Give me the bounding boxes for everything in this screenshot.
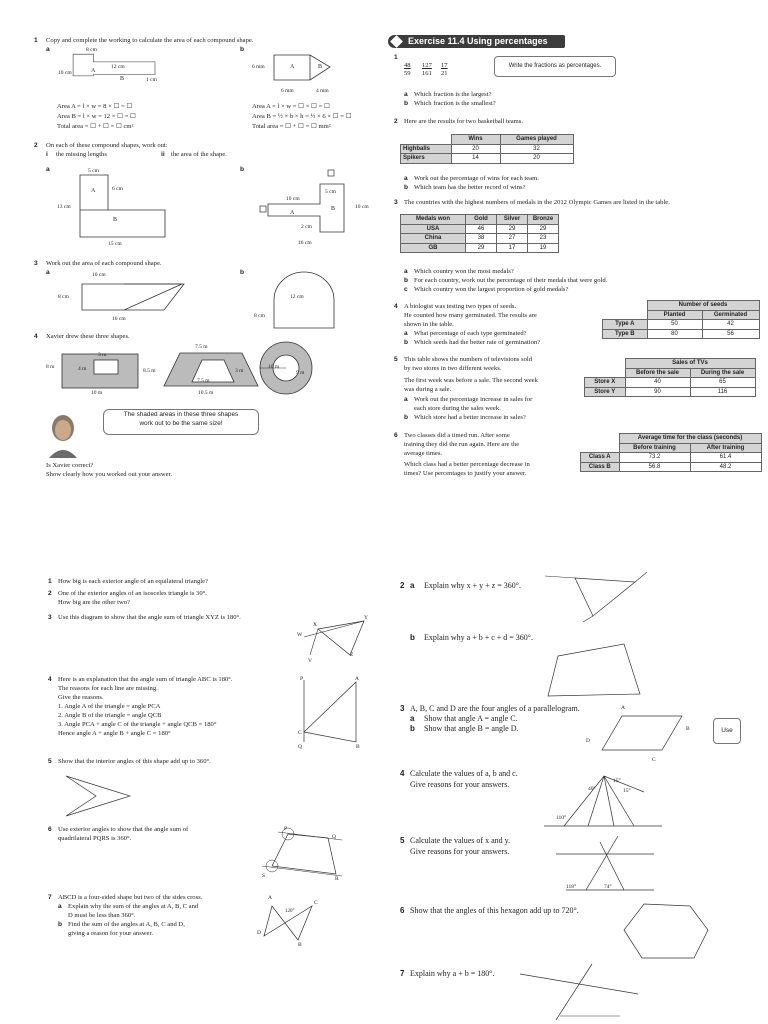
abcd-angles-diagram — [536, 642, 654, 700]
ar-q3a-text: Show that angle A = angle C. — [424, 714, 518, 723]
ar-q4-number: 4 — [400, 769, 405, 778]
seeds-cell: Type B — [603, 329, 648, 339]
ex-q3-text: The countries with the highest numbers of medals in the 2012 Olympic Games are listed in the table. — [404, 199, 670, 206]
q4-dim-r9: 9 m — [296, 370, 305, 376]
q2-i-label: i — [46, 151, 48, 158]
q4-dim-7-5b: 7.5 m — [197, 378, 210, 384]
tv-cell: 90 — [625, 387, 690, 397]
q2b-dim-5: 5 cm — [325, 189, 336, 195]
om-header: Gold — [466, 215, 497, 225]
q3-number: 3 — [34, 260, 38, 267]
use-box: Use — [713, 718, 741, 744]
bb-cell: 32 — [500, 144, 573, 154]
table-row — [401, 243, 559, 253]
q1-text: Copy and complete the working to calculate the area of each compound shape. — [46, 37, 254, 44]
q2b-dim-2: 2 cm — [301, 224, 312, 230]
frac1-den: 59 — [404, 70, 411, 77]
arrowhead-shape — [62, 772, 134, 818]
ex-q4b-label: b — [404, 339, 409, 346]
om-cell: 27 — [497, 234, 528, 244]
al-q1-number: 1 — [48, 578, 52, 585]
tv-title: Sales of TVs — [625, 359, 755, 369]
q1a-work-3: Total area = ☐ + ☐ = ☐ cm² — [57, 123, 134, 130]
seeds-header: Planted — [647, 310, 702, 320]
ex-q5b-text: Which store had a better increase in sales? — [414, 414, 526, 421]
al-q3-text: Use this diagram to show that the angle sum of triangle XYZ is 180°. — [58, 614, 241, 621]
q1-number: 1 — [34, 37, 38, 44]
al-q4-number: 4 — [48, 676, 52, 683]
table-row — [603, 329, 760, 339]
al-q3-number: 3 — [48, 614, 52, 621]
crossed-angle-120: 120° — [285, 909, 295, 914]
q3a-dim-10: 10 cm — [92, 272, 106, 278]
q4-dim-10: 10 m — [91, 390, 103, 396]
pqrs-label-p: P — [284, 826, 288, 832]
tv-cell: 116 — [690, 387, 755, 397]
q3b-label: b — [240, 269, 245, 276]
run-cell: 48.2 — [690, 462, 761, 472]
al-q4-line4: 1. Angle A of the triangle = angle PCA — [58, 703, 161, 710]
q3b-diagram — [270, 270, 340, 332]
table-row — [581, 453, 762, 463]
run-cell: 56.8 — [619, 462, 690, 472]
q4-dim-3b: 3 m — [235, 368, 244, 374]
crossed-label-a: A — [268, 895, 272, 901]
table-row — [401, 224, 559, 234]
ar-q3-text: A, B, C and D are the four angles of a parallelogram. — [410, 704, 580, 713]
bb-header-0 — [401, 135, 452, 145]
om-cell: 29 — [528, 224, 559, 234]
om-cell: 29 — [497, 224, 528, 234]
q1a-label: a — [46, 46, 50, 53]
table-row — [603, 320, 760, 330]
ar-q5-line2: Give reasons for your answers. — [410, 847, 510, 856]
ex-q6-line4: Which class had a better percentage decrease in — [404, 461, 530, 468]
bb-cell: Spikers — [401, 154, 452, 164]
ang-15b: 15° — [623, 788, 631, 794]
q2b-label: b — [240, 166, 245, 173]
ar-q4-line2: Give reasons for your answers. — [410, 780, 510, 789]
q1b-work-1: Area A = l × w = ☐ × ☐ = ☐ — [252, 103, 330, 110]
bb-cell: Highballs — [401, 144, 452, 154]
ex-q5-number: 5 — [394, 356, 398, 363]
parallelogram-diagram — [592, 710, 692, 760]
om-cell: 17 — [497, 243, 528, 253]
crossed-label-d: D — [257, 930, 261, 936]
q1b-label-a: A — [290, 64, 295, 70]
ar-q6-number: 6 — [400, 906, 405, 915]
table-row — [585, 378, 756, 388]
q1a-dim-right: 1 cm — [146, 77, 157, 83]
run-header: After training — [690, 443, 761, 453]
al-q7-number: 7 — [48, 894, 52, 901]
table-row — [401, 154, 574, 164]
ex-q4-line1: A biologist was testing two types of seeds. — [404, 303, 517, 310]
frac2-den: 161 — [422, 70, 432, 77]
ar-q5-line1: Calculate the values of x and y. — [410, 836, 511, 845]
ang-40: 40° — [588, 786, 596, 792]
ar-q5-number: 5 — [400, 836, 405, 845]
q3a-dim-16: 16 cm — [112, 316, 126, 322]
q1b-dim-bottom1: 6 mm — [281, 88, 294, 94]
ex-q5a-text1: Work out the percentage increase in sales for — [414, 396, 533, 403]
tv-cell: 65 — [690, 378, 755, 388]
q3-text: Work out the area of each compound shape. — [46, 260, 162, 267]
ex-q1a-text: Which fraction is the largest? — [414, 91, 492, 98]
run-title: Average time for the class (seconds) — [619, 434, 761, 444]
q4-dim-7-5a: 7.5 m — [195, 344, 208, 350]
ex-q2-text: Here are the results for two basketball teams. — [404, 118, 524, 125]
ang-110: 110° — [556, 815, 567, 821]
table-row — [581, 462, 762, 472]
q2a-dim-6: 6 cm — [112, 186, 123, 192]
table-row — [401, 234, 559, 244]
ex-q5-line1: This table shows the numbers of televisions sold — [404, 356, 533, 363]
ar-q7-text: Explain why a + b = 180°. — [410, 969, 495, 978]
q2-number: 2 — [34, 142, 38, 149]
tv-cell: 40 — [625, 378, 690, 388]
ex-q6-line1: Two classes did a timed run. After some — [404, 432, 510, 439]
ex-q4-number: 4 — [394, 303, 398, 310]
q1b-work-2: Area B = ½ × b × h = ½ × 6 × ☐ = ☐ — [252, 113, 352, 120]
al-q4-line2: The reasons for each line are missing. — [58, 685, 158, 692]
xyz-label-x: X — [313, 622, 317, 628]
q4-shape3 — [258, 340, 314, 396]
frac3-den: 21 — [441, 70, 448, 77]
table-row — [401, 144, 574, 154]
pqrs-label-r: R — [335, 876, 339, 882]
ex-q3a-label: a — [404, 268, 408, 275]
q1a-dim-mid: 12 cm — [111, 64, 125, 70]
q1b-diagram — [270, 52, 350, 87]
al-q7b-text2: giving a reason for your answer. — [68, 930, 153, 937]
q4-question-1: Is Xavier correct? — [46, 462, 94, 469]
table-row — [585, 387, 756, 397]
xavier-speech-bubble — [103, 409, 259, 435]
seeds-header: Germinated — [702, 310, 759, 320]
al-q2-line2: How big are the other two? — [58, 599, 130, 606]
bb-header-2: Games played — [500, 135, 573, 145]
ex-q5b-label: b — [404, 414, 409, 421]
ex-q5a-text2: each store during the sales week. — [414, 405, 501, 412]
q4-dim-10-5: 10.5 m — [198, 390, 214, 396]
ex-q1b-label: b — [404, 100, 409, 107]
ex-q4a-label: a — [404, 330, 408, 337]
om-cell: GB — [401, 243, 466, 253]
ex-q3c-text: Which country won the largest proportion of gold medals? — [414, 286, 569, 293]
q2a-label-a: A — [91, 188, 96, 194]
q1b-dim-left: 6 mm — [252, 64, 265, 70]
run-cell: 61.4 — [690, 453, 761, 463]
run-times-table — [580, 433, 762, 472]
ex-q4a-text: What percentage of each type germinated? — [414, 330, 527, 337]
ex-q2a-text: Work out the percentage of wins for each team. — [414, 175, 539, 182]
run-cell: Class A — [581, 453, 620, 463]
ex-q1-number: 1 — [394, 54, 398, 61]
ex-q2b-text: Which team has the better record of wins? — [414, 184, 526, 191]
olympic-medals-table — [400, 214, 559, 253]
ar-q2a-label: a — [410, 581, 415, 590]
q4-dim-8: 8 m — [46, 364, 55, 370]
q1b-dim-bottom2: 4 mm — [316, 88, 329, 94]
ar-q3-number: 3 — [400, 704, 405, 713]
al-q7-line1: ABCD is a four-sided shape but two of the sides cross. — [58, 894, 203, 901]
ex-q2a-label: a — [404, 175, 408, 182]
al-q7a-text2: D must be less than 360°. — [68, 912, 136, 919]
al-q5-number: 5 — [48, 758, 52, 765]
al-q4-line6: 3. Angle PCA + angle C of the triangle + angle QCB = 180° — [58, 721, 217, 728]
exercise-title: Exercise 11.4 Using percentages — [388, 35, 565, 48]
q4-dim-8-5: 8.5 m — [143, 368, 156, 374]
q2-ii-label: ii — [161, 151, 165, 158]
q1a-dim-top: 8 cm — [86, 47, 97, 53]
xyz-label-w: W — [297, 632, 303, 638]
pqrs-label-q: Q — [332, 834, 336, 840]
q2b-label-a: A — [290, 210, 295, 216]
q3a-dim-8: 8 cm — [58, 294, 69, 300]
ex-q3-number: 3 — [394, 199, 398, 206]
q1b-label: b — [240, 46, 245, 53]
tv-cell: Store X — [585, 378, 626, 388]
ar-q3a-label: a — [410, 714, 415, 723]
bb-header-1: Wins — [451, 135, 500, 145]
q2a-label: a — [46, 166, 50, 173]
q3b-dim-8: 8 cm — [254, 313, 265, 319]
al-q7a-text1: Explain why the sum of the angles at A, B, C and — [68, 903, 199, 910]
seeds-cell: Type A — [603, 320, 648, 330]
q1a-label-a: A — [91, 68, 96, 74]
ex-q6-line5: times? Use percentages to justify your answer. — [404, 470, 527, 477]
bb-cell: 20 — [451, 144, 500, 154]
q2-text: On each of these compound shapes, work out: — [46, 142, 168, 149]
q2b-dim-16: 16 cm — [298, 240, 312, 246]
abc-label-a: A — [355, 676, 359, 682]
xyz-label-y: Y — [364, 615, 368, 621]
abc-label-p: P — [300, 676, 304, 682]
ang-74: 74° — [604, 884, 612, 890]
om-header: Silver — [497, 215, 528, 225]
ar-q3b-text: Show that angle B = angle D. — [424, 724, 519, 733]
ex-q5a-label: a — [404, 396, 408, 403]
q2b-label-b: B — [331, 206, 336, 212]
om-cell: 46 — [466, 224, 497, 234]
frac1-num: 48 — [404, 62, 411, 69]
tv-cell: Store Y — [585, 387, 626, 397]
para-label-d: D — [586, 738, 590, 744]
q4-shape2 — [160, 350, 260, 390]
ar-q2b-text: Explain why a + b + c + d = 360°. — [424, 633, 534, 642]
al-q4-line1: Here is an explanation that the angle sum of triangle ABC is 180°. — [58, 676, 233, 683]
abc-triangle-diagram — [300, 676, 362, 746]
om-cell: China — [401, 234, 466, 244]
q2b-dim-10: 10 cm — [286, 196, 300, 202]
al-q6-line1: Use exterior angles to show that the angle sum of — [58, 826, 189, 833]
ar-q3b-label: b — [410, 724, 415, 733]
q1a-label-b: B — [120, 76, 125, 82]
q3a-label: a — [46, 269, 50, 276]
om-cell: 19 — [528, 243, 559, 253]
xyz-label-v: V — [308, 658, 312, 664]
al-q1-text: How big is each exterior angle of an equilateral triangle? — [58, 578, 208, 585]
abc-label-c: C — [298, 730, 302, 736]
seeds-cell: 42 — [702, 320, 759, 330]
para-label-b: B — [686, 726, 690, 732]
al-q2-number: 2 — [48, 590, 52, 597]
bb-cell: 14 — [451, 154, 500, 164]
xyz-angles-diagram — [535, 574, 650, 622]
crossed-label-c: C — [314, 900, 318, 906]
ex-q3b-text: For each country, work out the percentage of their medals that were gold. — [414, 277, 608, 284]
xyz-triangle-diagram — [300, 615, 372, 663]
om-cell: USA — [401, 224, 466, 234]
xavier-avatar — [45, 412, 81, 458]
q4-dim-r10: 10 m — [268, 364, 280, 370]
ex-q1b-text: Which fraction is the smallest? — [414, 100, 496, 107]
basketball-table — [400, 134, 574, 164]
ex-q2b-label: b — [404, 184, 409, 191]
ex-q4b-text: Which seeds had the better rate of germination? — [414, 339, 541, 346]
callout-line2: work out to be the same size! — [139, 420, 223, 427]
ab-angles-diagram — [520, 964, 640, 1022]
frac2-num: 127 — [422, 62, 432, 69]
seeds-cell: 56 — [702, 329, 759, 339]
q2a-label-b: B — [113, 217, 118, 223]
al-q4-line7: Hence angle A + angle B + angle C = 180° — [58, 730, 171, 737]
hexagon-diagram — [620, 900, 712, 962]
om-header: Bronze — [528, 215, 559, 225]
seeds-cell: 80 — [647, 329, 702, 339]
q2-i-text: the missing lengths — [56, 151, 107, 158]
q4-dim-3: 3 m — [98, 352, 107, 358]
para-label-a: A — [621, 705, 625, 711]
q1a-work-1: Area A = l × w = 8 × ☐ = ☐ — [57, 103, 133, 110]
crossed-label-b: B — [298, 942, 302, 948]
ar-q4-line1: Calculate the values of a, b and c. — [410, 769, 518, 778]
bb-cell: 20 — [500, 154, 573, 164]
ar-q7-number: 7 — [400, 969, 405, 978]
tv-sales-table — [584, 358, 756, 397]
al-q7a-label: a — [58, 903, 62, 910]
callout-line1: The shaded areas in these three shapes — [123, 411, 239, 418]
abc-label-q: Q — [298, 744, 302, 750]
om-cell: 23 — [528, 234, 559, 244]
al-q2-line1: One of the exterior angles of an isosceles triangle is 30°. — [58, 590, 207, 597]
q1a-work-2: Area B = l × w = 12 × ☐ = ☐ — [57, 113, 136, 120]
ex-q4-line2: He counted how many germinated. The results are — [404, 312, 537, 319]
al-q7b-label: b — [58, 921, 63, 928]
al-q7b-text1: Find the sum of the angles at A, B, C and D, — [68, 921, 185, 928]
q2a-dim-13: 13 cm — [57, 204, 71, 210]
seeds-cell: 50 — [647, 320, 702, 330]
ex-q5-line2: by two stores in two different weeks. — [404, 365, 502, 372]
ex-q4-line3: shown in the table. — [404, 321, 454, 328]
q2a-diagram — [60, 172, 170, 242]
q2-ii-text: the area of the shape. — [171, 151, 227, 158]
ex-q5-line4: was during a sale. — [404, 386, 452, 393]
q1b-label-b: B — [318, 64, 323, 70]
al-q6-line2: quadrilateral PQRS is 360°. — [58, 835, 132, 842]
tv-header: During the sale — [690, 368, 755, 378]
q3b-dim-12: 12 cm — [290, 294, 304, 300]
ex-q2-number: 2 — [394, 118, 398, 125]
q1a-dim-left: 10 cm — [58, 70, 72, 76]
pqrs-label-s: S — [262, 873, 266, 879]
abc-label-b: B — [356, 744, 360, 750]
ex-q1-instruction-box: Write the fractions as percentages. — [494, 56, 616, 77]
q2b-dim-10b: 10 cm — [355, 204, 369, 210]
ar-q2a-text: Explain why x + y + z = 360°. — [424, 581, 521, 590]
run-cell: 73.2 — [619, 453, 690, 463]
q1b-work-3: Total area = ☐ + ☐ = ☐ mm² — [252, 123, 331, 130]
q4-number: 4 — [34, 333, 38, 340]
ar-q6-text: Show that the angles of this hexagon add up to 720°. — [410, 906, 579, 915]
xyz-label-z: Z — [350, 652, 354, 658]
ex-q5-line3: The first week was before a sale. The second week — [404, 377, 538, 384]
q4-question-2: Show clearly how you worked out your answer. — [46, 471, 172, 478]
ang-118: 118° — [566, 884, 577, 890]
q4-dim-4: 4 m — [78, 366, 87, 372]
ex-q1a-label: a — [404, 91, 408, 98]
seeds-title: Number of seeds — [647, 301, 759, 311]
ex-q6-line2: training they did the run again. Here are the — [404, 441, 520, 448]
om-cell: 38 — [466, 234, 497, 244]
al-q4-line3: Give the reasons. — [58, 694, 104, 701]
q2a-dim-15: 15 cm — [108, 241, 122, 247]
om-header: Medals won — [401, 215, 466, 225]
q3a-diagram — [60, 278, 190, 318]
frac3-num: 17 — [441, 62, 448, 69]
run-cell: Class B — [581, 462, 620, 472]
al-q4-line5: 2. Angle B of the triangle = angle QCB — [58, 712, 162, 719]
ar-q2-number: 2 — [400, 581, 405, 590]
seeds-table — [602, 300, 760, 339]
ex-q6-line3: average times. — [404, 450, 443, 457]
crossed-shape-diagram — [262, 898, 330, 948]
ex-q3c-label: c — [404, 286, 408, 293]
ex-q3a-text: Which country won the most medals? — [414, 268, 514, 275]
al-q6-number: 6 — [48, 826, 52, 833]
ang-15a: 15° — [613, 778, 621, 784]
q4-text: Xavier drew these three shapes. — [46, 333, 130, 340]
q2a-dim-top: 5 cm — [88, 168, 99, 174]
para-label-c: C — [652, 757, 656, 763]
om-cell: 29 — [466, 243, 497, 253]
run-header: Before training — [619, 443, 690, 453]
al-q5-text: Show that the interior angles of this shape add up to 360°. — [58, 758, 211, 765]
ex-q6-number: 6 — [394, 432, 398, 439]
ex-q3b-label: b — [404, 277, 409, 284]
tv-header: Before the sale — [625, 368, 690, 378]
ar-q2b-label: b — [410, 633, 415, 642]
